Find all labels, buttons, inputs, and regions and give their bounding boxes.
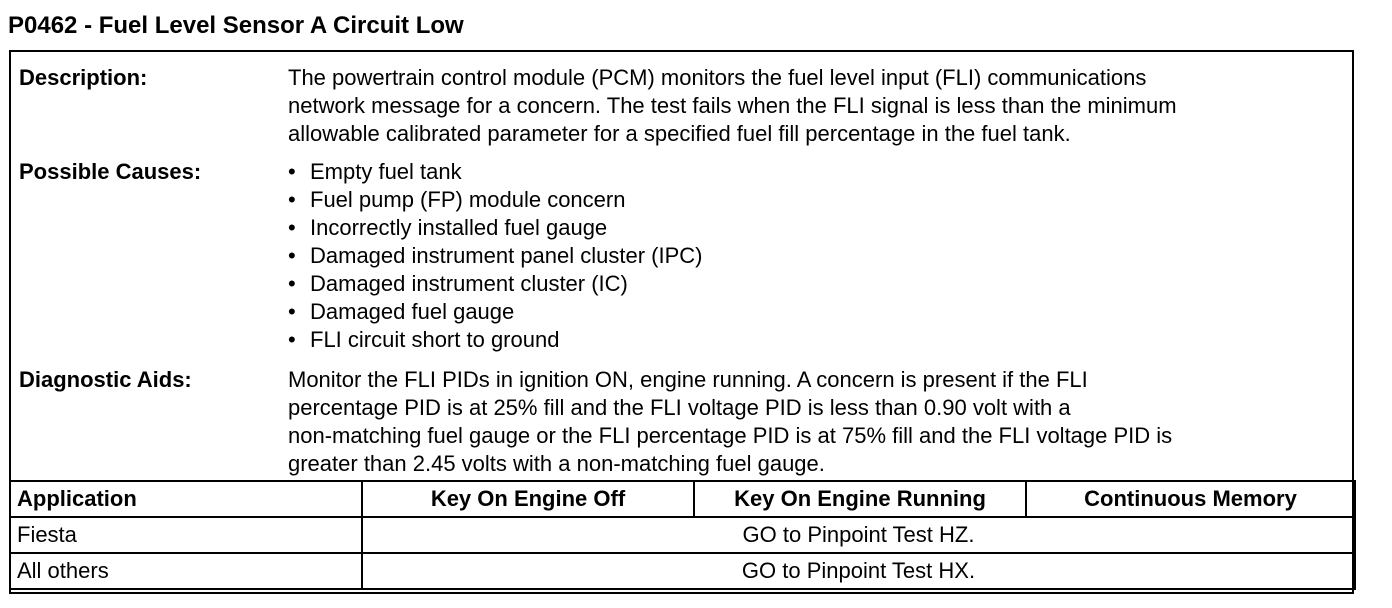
bullet-icon: • (288, 159, 296, 184)
description-line: network message for a concern. The test fails when the FLI signal is less than the minimum (288, 93, 1177, 118)
description-line: The powertrain control module (PCM) monitors the fuel level input (FLI) communications (288, 65, 1147, 90)
bullet-icon: • (288, 215, 296, 240)
cause-item: • FLI circuit short to ground (288, 327, 560, 352)
diagnostic-aids-label: Diagnostic Aids: (19, 367, 192, 392)
page-title: P0462 - Fuel Level Sensor A Circuit Low (8, 12, 464, 39)
possible-causes-list (288, 158, 1343, 354)
diagnostic-aids-line: greater than 2.45 volts with a non-matching fuel gauge. (288, 451, 825, 476)
bullet-icon: • (288, 187, 296, 212)
action-cell: GO to Pinpoint Test HZ. (362, 517, 1355, 553)
diagnostic-aids-text (288, 366, 1343, 478)
bullet-icon: • (288, 243, 296, 268)
pinpoint-test-table (9, 480, 1356, 590)
column-header-koeo: Key On Engine Off (362, 481, 694, 517)
column-header-continuous-memory: Continuous Memory (1026, 481, 1355, 517)
application-cell: All others (10, 553, 362, 589)
cause-item: • Damaged instrument panel cluster (IPC) (288, 243, 703, 268)
application-cell: Fiesta (10, 517, 362, 553)
bullet-icon: • (288, 299, 296, 324)
diagnostic-aids-line: Monitor the FLI PIDs in ignition ON, engine running. A concern is present if the FLI (288, 367, 1088, 392)
description-label: Description: (19, 65, 148, 90)
cause-item: • Fuel pump (FP) module concern (288, 187, 626, 212)
table-header-row (10, 481, 1355, 517)
table-row (10, 517, 1355, 553)
bullet-icon: • (288, 271, 296, 296)
table-row (10, 553, 1355, 589)
cause-item: • Empty fuel tank (288, 159, 462, 184)
action-cell: GO to Pinpoint Test HX. (362, 553, 1355, 589)
description-text (288, 64, 1343, 148)
diagnostic-aids-line: non-matching fuel gauge or the FLI percentage PID is at 75% fill and the FLI voltage PID is (288, 423, 1173, 448)
dtc-info-frame (9, 50, 1354, 594)
cause-item: • Incorrectly installed fuel gauge (288, 215, 608, 240)
column-header-application: Application (10, 481, 362, 517)
cause-item: • Damaged fuel gauge (288, 299, 515, 324)
diagnostic-aids-line: percentage PID is at 25% fill and the FLI voltage PID is less than 0.90 volt with a (288, 395, 1071, 420)
dtc-details (11, 52, 1352, 481)
bullet-icon: • (288, 327, 296, 352)
cause-item: • Damaged instrument cluster (IC) (288, 271, 628, 296)
column-header-koer: Key On Engine Running (694, 481, 1026, 517)
possible-causes-label: Possible Causes: (19, 159, 202, 184)
description-line: allowable calibrated parameter for a specified fuel fill percentage in the fuel tank. (288, 121, 1071, 146)
